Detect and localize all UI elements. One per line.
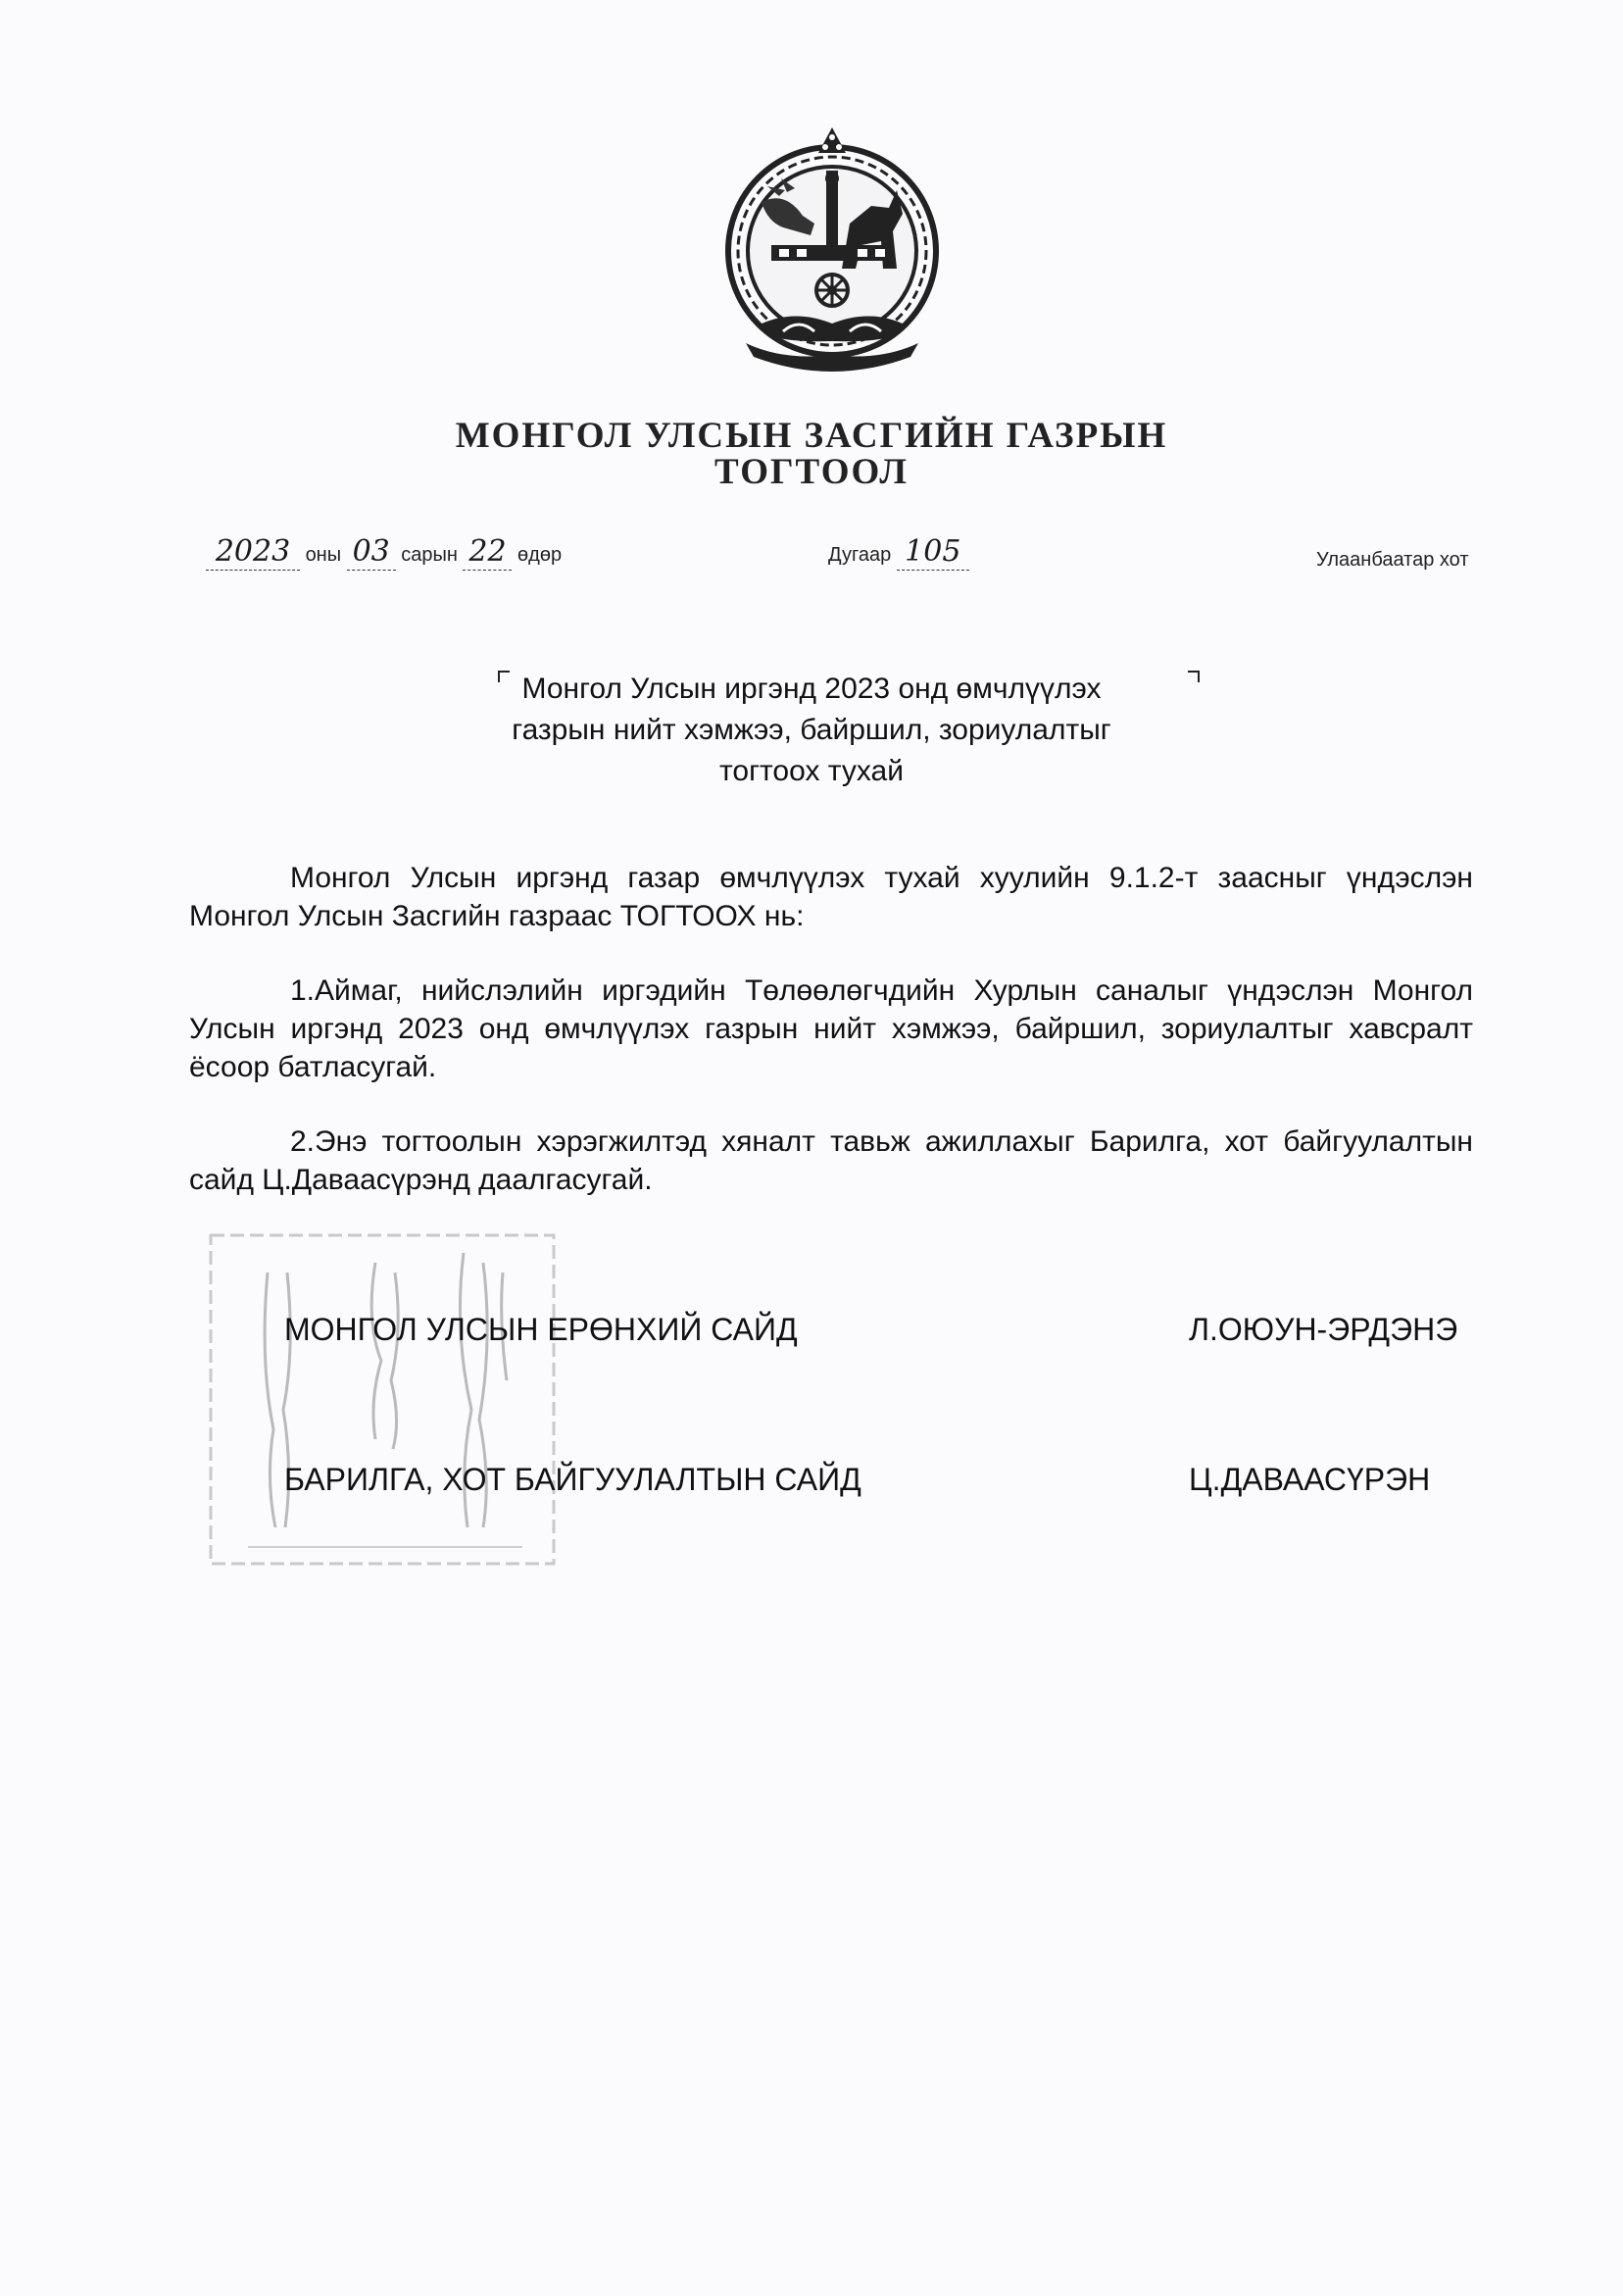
body-paragraph-item-2: 2.Энэ тогтоолын хэрэгжилтэд хяналт тавьж ажиллахыг Барилга, хот байгуулалтын сайд Ц.Даваасүрэнд даалгасугай. bbox=[189, 1125, 1473, 1196]
heading-government: МОНГОЛ УЛСЫН ЗАСГИЙН ГАЗРЫН bbox=[455, 416, 1168, 456]
body-paragraph-preamble: Монгол Улсын иргэнд газар өмчлүүлэх тухай хуулийн 9.1.2-т заасныг үндэслэн Монгол Улсын Засгийн газраас ТОГТООХ нь: bbox=[189, 862, 1473, 932]
subject-line: газрын нийт хэмжээ, байршил, зориулалтыг bbox=[512, 714, 1111, 746]
decree-date: 2023 оны 03 сарын 22 өдөр bbox=[206, 537, 562, 571]
year-field: 2023 bbox=[206, 537, 300, 571]
decree-number: Дугаар 105 bbox=[828, 537, 969, 571]
subject-line: Монгол Улсын иргэнд 2023 онд өмчлүүлэх bbox=[521, 673, 1102, 705]
state-emblem-seal bbox=[724, 122, 940, 401]
body-paragraph-item-1: 1.Аймаг, нийслэлийн иргэдийн Төлөөлөгчдийн Хурлын саналыг үндэслэн Монгол Улсын иргэнд 2023 онд өмчлүүлэх газрын нийт хэмжээ, байршил, зориулалтыг хавсралт ёсоор батлаcугай. bbox=[189, 974, 1473, 1083]
signatory-title-prime-minister: МОНГОЛ УЛСЫН ЕРӨНХИЙ САЙД bbox=[284, 1312, 798, 1347]
decree-city: Улаанбаатар хот bbox=[1316, 549, 1469, 571]
signatory-name-construction-minister: Ц.ДАВААСҮРЭН bbox=[1189, 1462, 1431, 1497]
signatory-title-construction-minister: БАРИЛГА, ХОТ БАЙГУУЛАЛТЫН САЙД bbox=[284, 1462, 861, 1497]
heading-decree: ТОГТООЛ bbox=[714, 452, 909, 492]
day-field: 22 bbox=[463, 537, 512, 571]
faded-official-stamp bbox=[209, 1233, 557, 1567]
signatory-name-prime-minister: Л.ОЮУН-ЭРДЭНЭ bbox=[1189, 1312, 1458, 1347]
subject-line: тогтоох тухай bbox=[719, 755, 904, 787]
month-field: 03 bbox=[347, 537, 396, 571]
number-field: 105 bbox=[897, 537, 969, 571]
